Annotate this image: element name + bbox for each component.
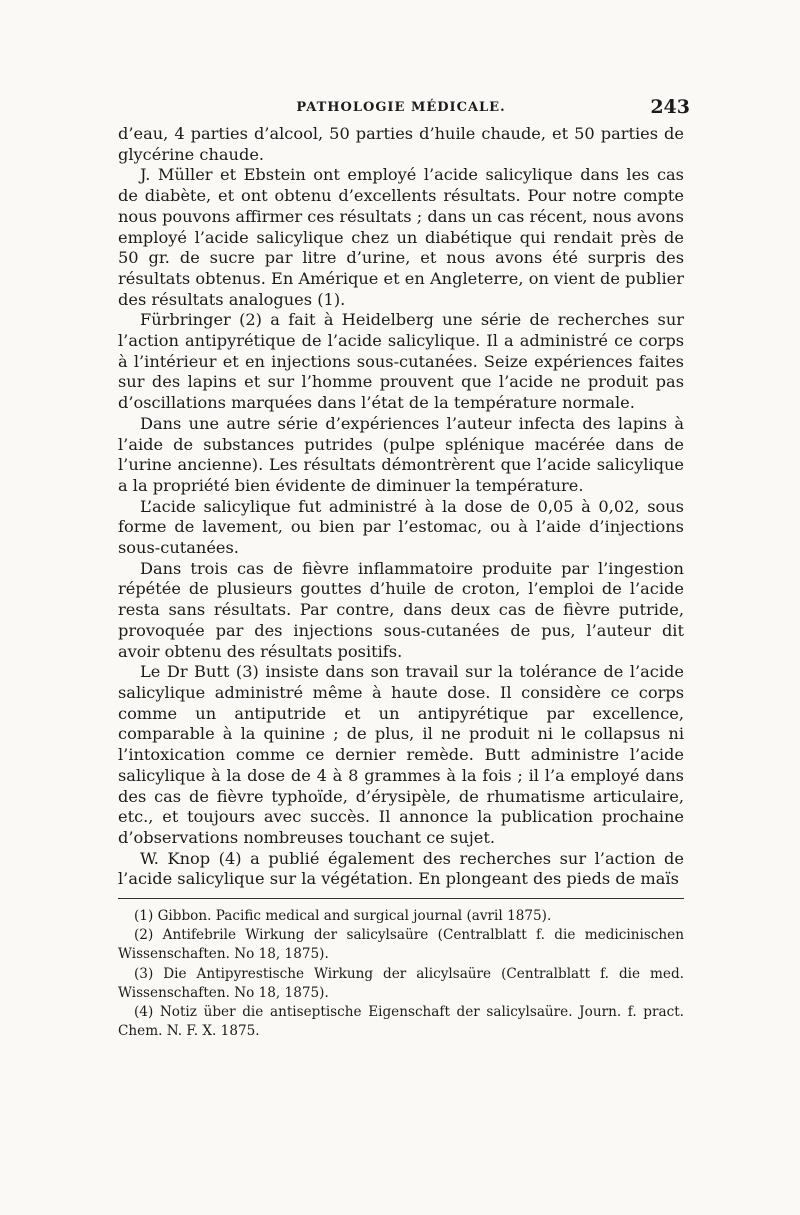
footnotes (118, 907, 684, 1041)
paragraph: d’eau, 4 parties d’alcool, 50 parties d’huile chaude, et 50 parties de glycérine chaude. (118, 124, 684, 164)
paragraph: W. Knop (4) a publié également des recherches sur l’action de l’acide salicylique sur la végétation. En plongeant des pieds de maïs (118, 848, 684, 889)
page-number: 243 (650, 96, 690, 118)
paragraph: L’acide salicylique fut administré à la dose de 0,05 à 0,02, sous forme de lavement, ou bien par l’estomac, ou à l’aide d’injections sous-cutanées. (118, 496, 684, 558)
paragraph: Dans trois cas de fièvre inflammatoire produite par l’ingestion répétée de plusieurs gouttes d’huile de croton, l’emploi de l’acide resta sans résultats. Par contre, dans deux cas de fièvre putride, provoquée par des injections sous-cutanées de pus, l’auteur dit avoir obtenu des résultats positifs. (118, 558, 684, 661)
footnote: (2) Antifebrile Wirkung der salicylsaüre (Centralblatt f. die medicinischen Wissenschaften. No 18, 1875). (118, 927, 684, 963)
paragraph: J. Müller et Ebstein ont employé l’acide salicylique dans les cas de diabète, et ont obtenu d’excellents résultats. Pour notre compte nous pouvons affirmer ces résultats ; dans un cas récent, nous avons employé l’acide salicylique chez un diabétique qui rendait près de 50 gr. de sucre par litre d’urine, et nous avons été surpris des résultats obtenus. En Amérique et en Angleterre, on vient de publier des résultats analogues (1). (118, 165, 684, 309)
footnote: (1) Gibbon. Pacific medical and surgical journal (avril 1875). (134, 908, 552, 925)
footnote: (4) Notiz über die antiseptische Eigenschaft der salicylsaüre. Journ. f. pract. Chem. N. F. X. 1875. (118, 1004, 684, 1040)
body-text (118, 124, 684, 890)
footnote-divider (118, 898, 684, 899)
footnote: (3) Die Antipyrestische Wirkung der alicylsaüre (Centralblatt f. die med. Wissenschaften. No 18, 1875). (118, 965, 684, 1001)
book-page (118, 96, 690, 1041)
paragraph: Le Dr Butt (3) insiste dans son travail sur la tolérance de l’acide salicylique administré même à haute dose. Il considère ce corps comme un antiputride et un antipyrétique par excellence, comparable à la quinine ; de plus, il ne produit ni le collapsus ni l’intoxication comme ce dernier remède. Butt administre l’acide salicylique à la dose de 4 à 8 grammes à la fois ; il l’a employé dans des cas de fièvre typhoïde, d’érysipèle, de rhumatisme articulaire, etc., et toujours avec succès. Il annonce la publication prochaine d’observations nombreuses touchant ce sujet. (118, 662, 684, 847)
paragraph: Fürbringer (2) a fait à Heidelberg une série de recherches sur l’action antipyrétique de l’acide salicylique. Il a administré ce corps à l’intérieur et en injections sous-cutanées. Seize expériences faites sur des lapins et sur l’homme prouvent que l’acide ne produit pas d’oscillations marquées dans l’état de la température normale. (118, 310, 684, 413)
running-header (118, 96, 690, 122)
paragraph: Dans une autre série d’expériences l’auteur infecta des lapins à l’aide de substances putrides (pulpe splénique macérée dans de l’urine ancienne). Les résultats démontrèrent que l’acide salicylique a la propriété bien évidente de diminuer la température. (118, 413, 684, 495)
running-title: PATHOLOGIE MÉDICALE. (296, 100, 506, 115)
